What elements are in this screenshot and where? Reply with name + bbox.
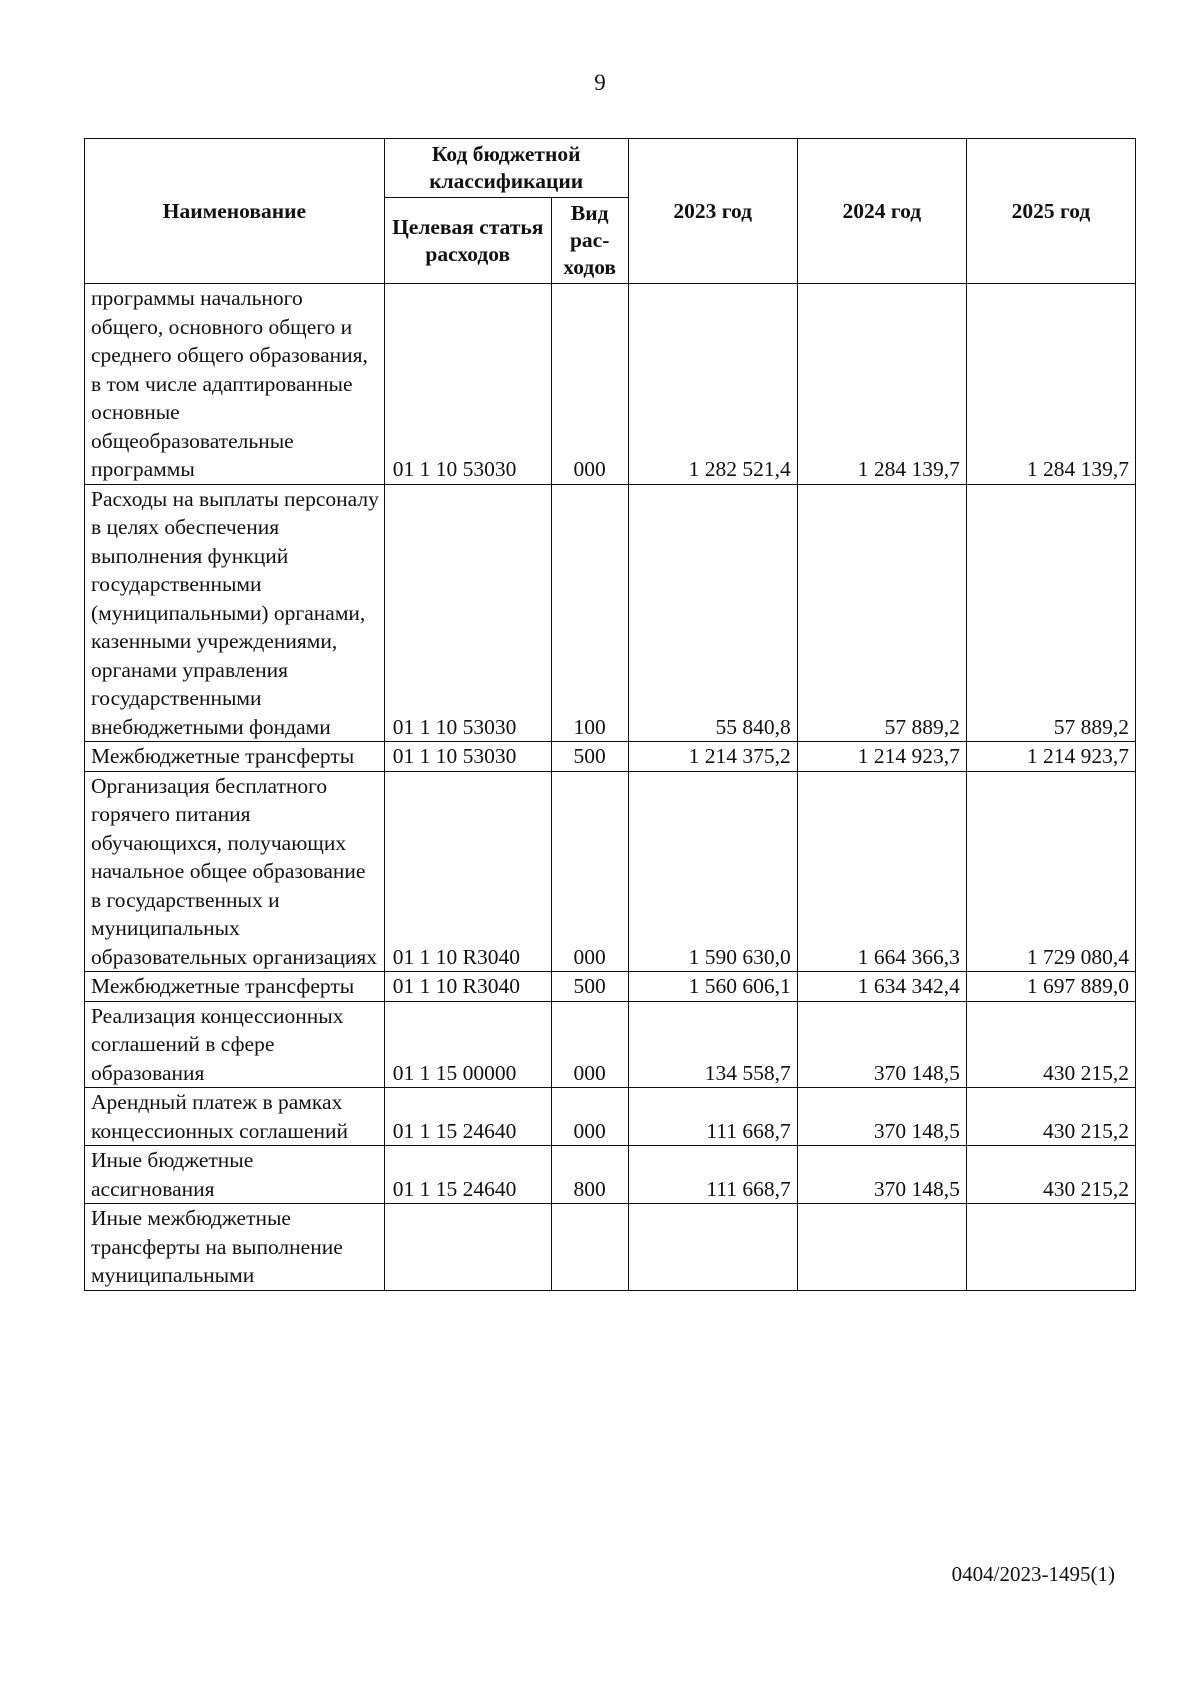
row-name-cell: Организация бесплатного горячего питания обучающихся, получающих начальное общее образование в государственных и муниципальных образовательных организациях — [85, 771, 385, 972]
row-2025-value-cell: 1 284 139,7 — [966, 284, 1135, 485]
row-2024-value-cell: 1 634 342,4 — [797, 972, 966, 1002]
row-2024-value-cell: 1 664 366,3 — [797, 771, 966, 972]
header-budget-code: Код бюджетной классификации — [384, 139, 628, 198]
row-expense-type-cell: 000 — [551, 284, 628, 485]
row-2024-value-cell — [797, 1204, 966, 1291]
table-row — [85, 771, 1136, 972]
row-target-article-cell: 01 1 15 00000 — [384, 1001, 551, 1088]
row-expense-type-cell: 800 — [551, 1146, 628, 1204]
row-2023-value-cell: 134 558,7 — [628, 1001, 797, 1088]
row-target-article-cell: 01 1 10 53030 — [384, 284, 551, 485]
table-row — [85, 1204, 1136, 1291]
row-2023-value-cell — [628, 1204, 797, 1291]
header-expense-type: Вид рас-ходов — [551, 198, 628, 284]
row-2023-value-cell: 111 668,7 — [628, 1088, 797, 1146]
row-2025-value-cell: 430 215,2 — [966, 1088, 1135, 1146]
header-year-2023: 2023 год — [628, 139, 797, 284]
row-2023-value-cell: 111 668,7 — [628, 1146, 797, 1204]
row-target-article-cell: 01 1 15 24640 — [384, 1146, 551, 1204]
row-target-article-cell: 01 1 15 24640 — [384, 1088, 551, 1146]
row-target-article-cell: 01 1 10 53030 — [384, 484, 551, 742]
header-target-article: Целевая статья расходов — [384, 198, 551, 284]
header-name: Наименование — [85, 139, 385, 284]
row-2025-value-cell: 1 729 080,4 — [966, 771, 1135, 972]
row-expense-type-cell: 000 — [551, 1088, 628, 1146]
table-row — [85, 742, 1136, 772]
row-expense-type-cell: 500 — [551, 972, 628, 1002]
header-year-2024: 2024 год — [797, 139, 966, 284]
row-name-cell: программы начального общего, основного общего и среднего общего образования, в том числе адаптированные основные общеобразовательные программы — [85, 284, 385, 485]
row-expense-type-cell: 000 — [551, 1001, 628, 1088]
row-target-article-cell — [384, 1204, 551, 1291]
row-expense-type-cell: 000 — [551, 771, 628, 972]
row-name-cell: Расходы на выплаты персоналу в целях обеспечения выполнения функций государственными (муниципальными) органами, казенными учреждениями, органами управления государственными внебюджетными фондами — [85, 484, 385, 742]
row-name-cell: Межбюджетные трансферты — [85, 742, 385, 772]
row-2024-value-cell: 57 889,2 — [797, 484, 966, 742]
row-target-article-cell: 01 1 10 R3040 — [384, 972, 551, 1002]
row-2024-value-cell: 1 284 139,7 — [797, 284, 966, 485]
row-name-cell: Иные бюджетные ассигнования — [85, 1146, 385, 1204]
row-2025-value-cell: 57 889,2 — [966, 484, 1135, 742]
row-2023-value-cell: 1 590 630,0 — [628, 771, 797, 972]
table-row — [85, 484, 1136, 742]
table-row — [85, 1088, 1136, 1146]
table-header — [85, 139, 1136, 284]
row-expense-type-cell — [551, 1204, 628, 1291]
row-name-cell: Арендный платеж в рамках концессионных соглашений — [85, 1088, 385, 1146]
table-row — [85, 1001, 1136, 1088]
row-expense-type-cell: 500 — [551, 742, 628, 772]
row-name-cell: Иные межбюджетные трансферты на выполнение муниципальными — [85, 1204, 385, 1291]
row-expense-type-cell: 100 — [551, 484, 628, 742]
row-2024-value-cell: 370 148,5 — [797, 1088, 966, 1146]
document-code: 0404/2023-1495(1) — [951, 1562, 1115, 1586]
row-2023-value-cell: 1 214 375,2 — [628, 742, 797, 772]
row-2023-value-cell: 1 560 606,1 — [628, 972, 797, 1002]
row-target-article-cell: 01 1 10 R3040 — [384, 771, 551, 972]
row-name-cell: Реализация концессионных соглашений в сфере образования — [85, 1001, 385, 1088]
row-2025-value-cell: 1 214 923,7 — [966, 742, 1135, 772]
row-2023-value-cell: 55 840,8 — [628, 484, 797, 742]
row-2023-value-cell: 1 282 521,4 — [628, 284, 797, 485]
page-number: 9 — [594, 70, 606, 95]
header-year-2025: 2025 год — [966, 139, 1135, 284]
row-target-article-cell: 01 1 10 53030 — [384, 742, 551, 772]
budget-table — [84, 138, 1136, 1291]
row-name-cell: Межбюджетные трансферты — [85, 972, 385, 1002]
row-2024-value-cell: 1 214 923,7 — [797, 742, 966, 772]
row-2025-value-cell: 430 215,2 — [966, 1146, 1135, 1204]
table-row — [85, 1146, 1136, 1204]
row-2025-value-cell — [966, 1204, 1135, 1291]
row-2025-value-cell: 1 697 889,0 — [966, 972, 1135, 1002]
row-2025-value-cell: 430 215,2 — [966, 1001, 1135, 1088]
row-2024-value-cell: 370 148,5 — [797, 1146, 966, 1204]
table-row — [85, 972, 1136, 1002]
row-2024-value-cell: 370 148,5 — [797, 1001, 966, 1088]
table-body — [85, 284, 1136, 1291]
table-row — [85, 284, 1136, 485]
